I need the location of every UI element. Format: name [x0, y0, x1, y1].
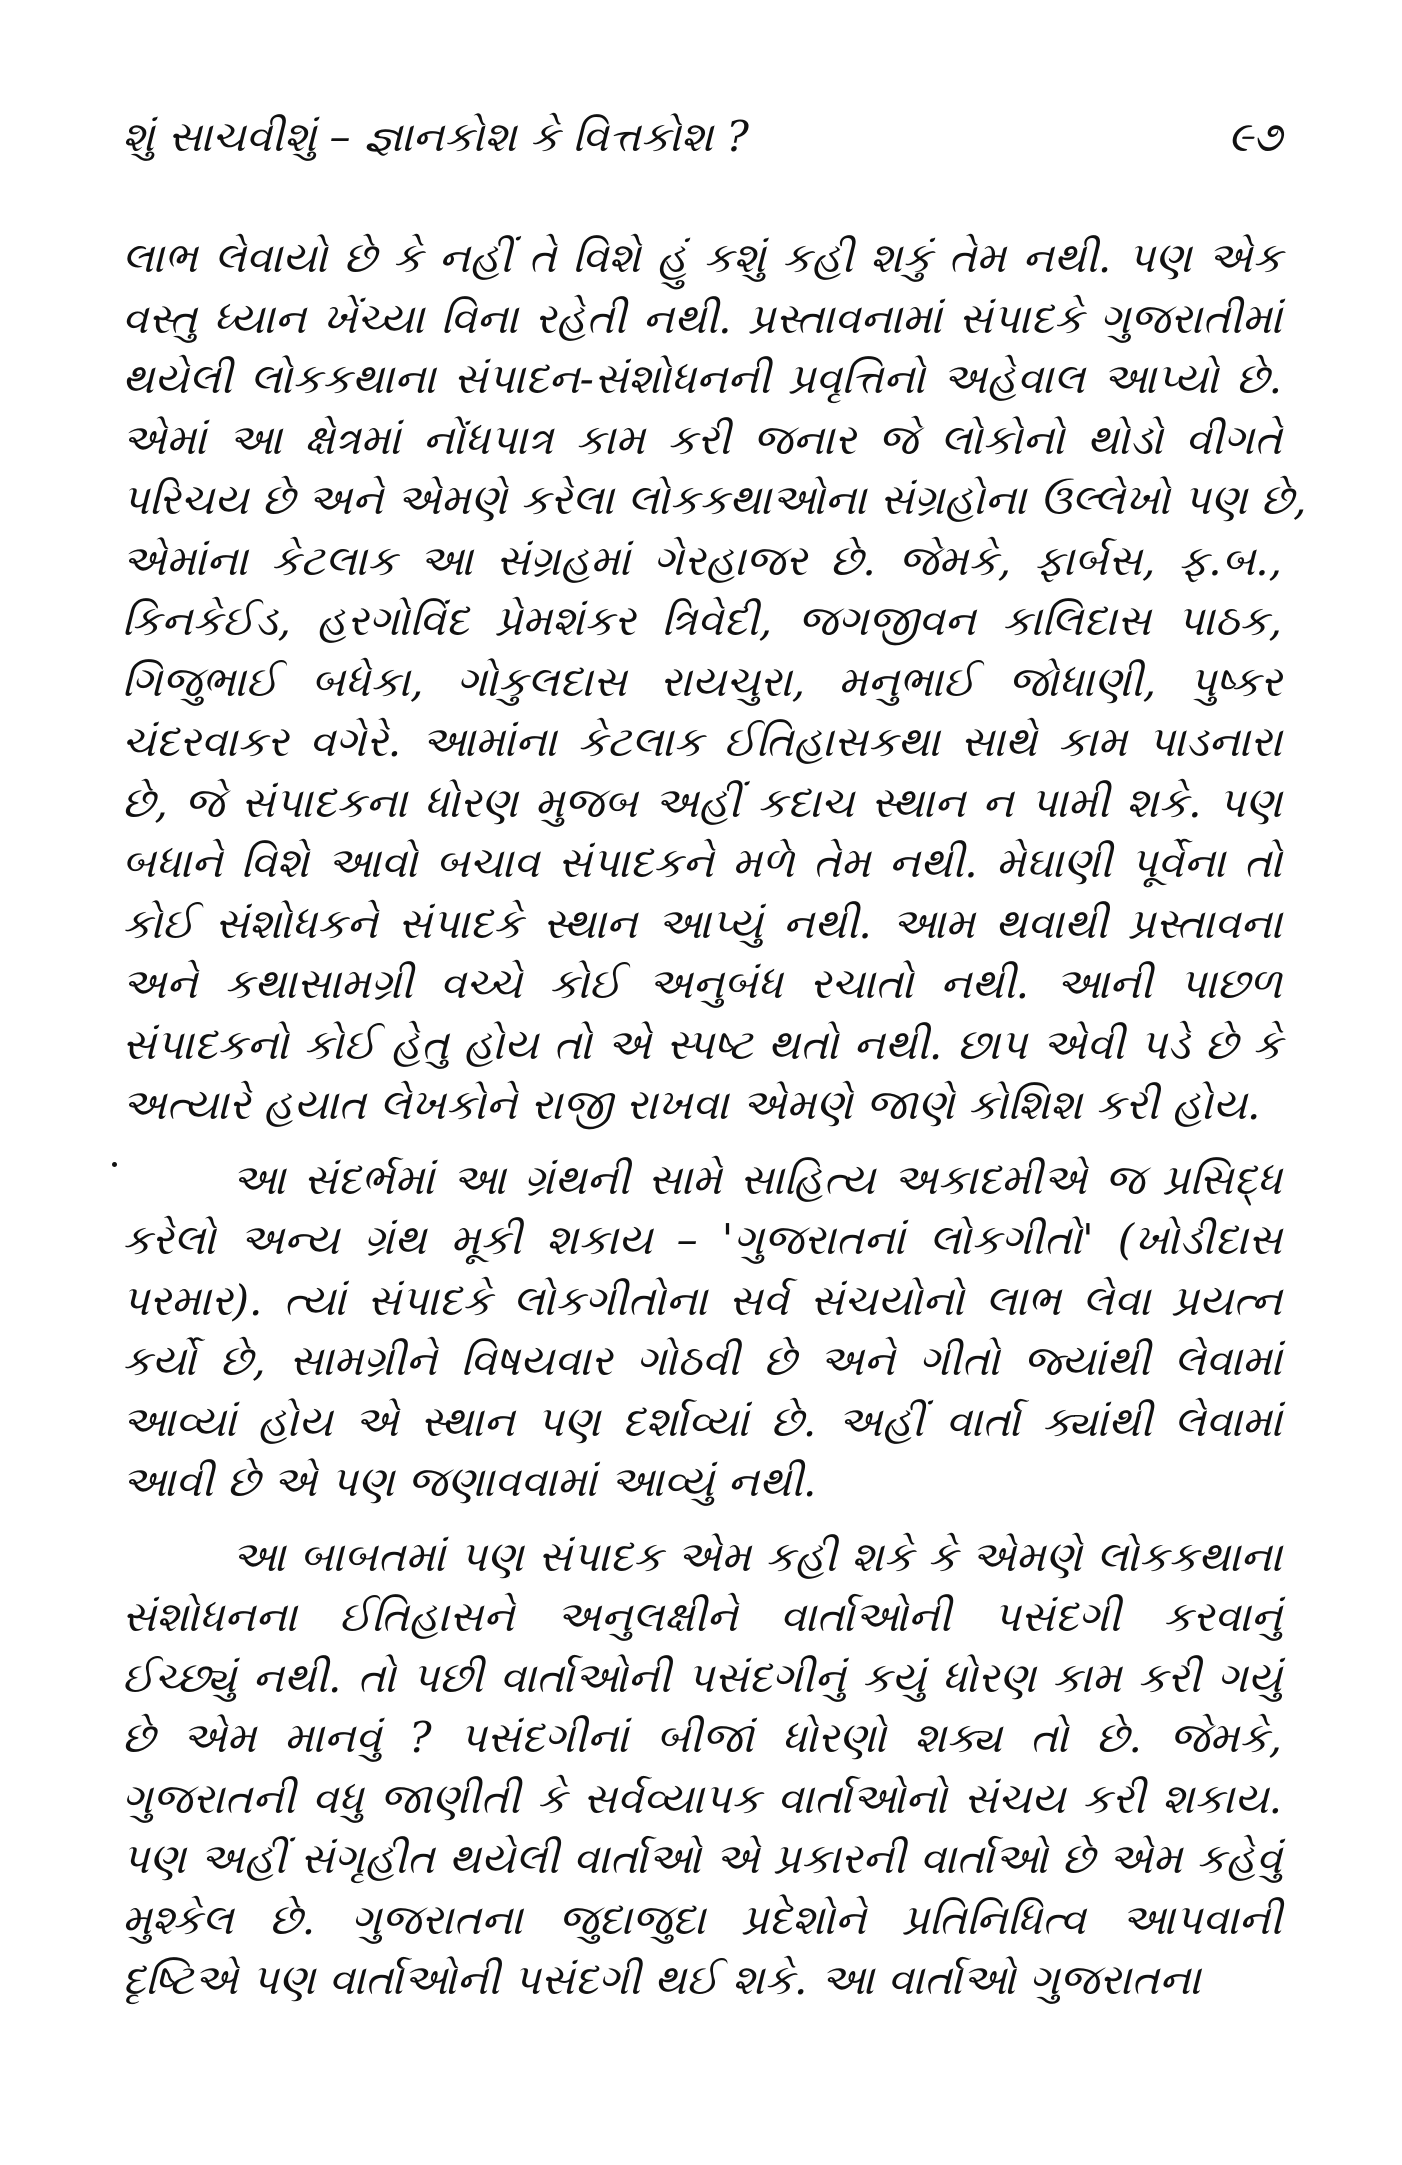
paragraph-1-line: કોઈ સંશોધકને સંપાદકે સ્થાન આપ્યું નથી. આમ થવાથી પ્રસ્તાવના	[122, 898, 1282, 948]
paragraph-3-line: આ બાબતમાં પણ સંપાદક એમ કહી શકે કે એમણે લોકકથાના	[232, 1531, 1282, 1581]
paragraph-gap	[122, 1513, 1282, 1527]
paragraph-1-line: વસ્તુ ધ્યાન ખેંચ્યા વિના રહેતી નથી. પ્રસ્તાવનામાં સંપાદકે ગુજરાતીમાં	[122, 293, 1282, 343]
paragraph-2-line: પરમાર). ત્યાં સંપાદકે લોકગીતોના સર્વ સંચયોનો લાભ લેવા પ્રયત્ન	[122, 1275, 1282, 1325]
paragraph-3-line: પણ અહીં સંગૃહીત થયેલી વાર્તાઓ એ પ્રકારની વાર્તાઓ છે એમ કહેવું	[122, 1834, 1282, 1883]
paragraph-2-line: આવ્યાં હોય એ સ્થાન પણ દર્શાવ્યાં છે. અહીં વાર્તા ક્યાંથી લેવામાં	[122, 1396, 1282, 1446]
paragraph-1-line: એમાંના કેટલાક આ સંગ્રહમાં ગેરહાજર છે. જેમકે, ફાર્બસ, ફ.બ.,	[122, 535, 1282, 585]
paragraph-1-line: અત્યારે હયાત લેખકોને રાજી રાખવા એમણે જાણે કોશિશ કરી હોય.	[122, 1080, 1261, 1129]
paragraph-1-line: છે, જે સંપાદકના ધોરણ મુજબ અહીં કદાચ સ્થાન ન પામી શકે. પણ	[122, 777, 1282, 827]
paragraph-1-line: અને કથાસામગ્રી વચ્ચે કોઈ અનુબંધ રચાતો નથી. આની પાછળ	[122, 959, 1282, 1008]
chapter-title: શું સાચવીશું – જ્ઞાનકોશ કે વિત્તકોશ ?	[122, 112, 749, 161]
paragraph-1-line: પરિચય છે અને એમણે કરેલા લોકકથાઓના સંગ્રહોના ઉલ્લેખો પણ છે,	[122, 475, 1307, 524]
paragraph-3-line: દૃષ્ટિએ પણ વાર્તાઓની પસંદગી થઈ શકે. આ વાર્તાઓ ગુજરાતના	[122, 1955, 1201, 2004]
paragraph-3-line: ગુજરાતની વધુ જાણીતી કે સર્વવ્યાપક વાર્તાઓનો સંચય કરી શકાય.	[122, 1773, 1282, 1823]
paragraph-2-line: આવી છે એ પણ જણાવવામાં આવ્યું નથી.	[122, 1457, 817, 1506]
paragraph-1-line: સંપાદકનો કોઈ હેતુ હોય તો એ સ્પષ્ટ થતો નથી. છાપ એવી પડે છે કે	[122, 1019, 1282, 1069]
paragraph-1-line: કિનકેઈડ, હરગોવિંદ પ્રેમશંકર ત્રિવેદી, જગજીવન કાલિદાસ પાઠક,	[122, 596, 1282, 645]
paragraph-1-line: ગિજુભાઈ બધેકા, ગોકુલદાસ રાયચુરા, મનુભાઈ જોધાણી, પુષ્કર	[122, 656, 1282, 706]
paragraph-1-line: એમાં આ ક્ષેત્રમાં નોંધપાત્ર કામ કરી જનાર જે લોકોનો થોડો વીગતે	[122, 414, 1282, 464]
running-header	[122, 112, 1282, 172]
paragraph-1-line: લાભ લેવાયો છે કે નહીં તે વિશે હું કશું કહી શકું તેમ નથી. પણ એક	[122, 233, 1282, 282]
paragraph-2-line: આ સંદર્ભમાં આ ગ્રંથની સામે સાહિત્ય અકાદમીએ જ પ્રસિદ્ધ	[232, 1154, 1282, 1204]
paragraph-2-line: કર્યો છે, સામગ્રીને વિષયવાર ગોઠવી છે અને ગીતો જ્યાંથી લેવામાં	[122, 1336, 1282, 1385]
paragraph-1-line: થયેલી લોકકથાના સંપાદન-સંશોધનની પ્રવૃત્તિનો અહેવાલ આપ્યો છે.	[122, 354, 1282, 403]
margin-speck	[112, 1162, 117, 1167]
paragraph-1-line: બધાને વિશે આવો બચાવ સંપાદકને મળે તેમ નથી. મેઘાણી પૂર્વેના તો	[122, 838, 1282, 887]
paragraph-3-line: મુશ્કેલ છે. ગુજરાતના જુદાજુદા પ્રદેશોને પ્રતિનિધિત્વ આપવાની	[122, 1894, 1282, 1944]
paragraph-3-line: છે એમ માનવું ? પસંદગીનાં બીજાં ધોરણો શક્ય તો છે. જેમકે,	[122, 1713, 1282, 1762]
paragraph-3-line: સંશોધનના ઈતિહાસને અનુલક્ષીને વાર્તાઓની પસંદગી કરવાનું	[122, 1592, 1282, 1641]
paragraph-2-line: કરેલો અન્ય ગ્રંથ મૂકી શકાય – 'ગુજરાતનાં લોકગીતો' (ખોડીદાસ	[122, 1215, 1282, 1264]
paragraph-1-line: ચંદરવાકર વગેરે. આમાંના કેટલાક ઈતિહાસકથા સાથે કામ પાડનારા	[122, 717, 1282, 766]
paragraph-3-line: ઈચ્છ્યું નથી. તો પછી વાર્તાઓની પસંદગીનું કયું ધોરણ કામ કરી ગયું	[122, 1652, 1282, 1702]
page-number: ૯૭	[1227, 112, 1282, 161]
body-text	[122, 228, 1307, 2011]
paragraph-gap	[122, 1136, 1282, 1150]
